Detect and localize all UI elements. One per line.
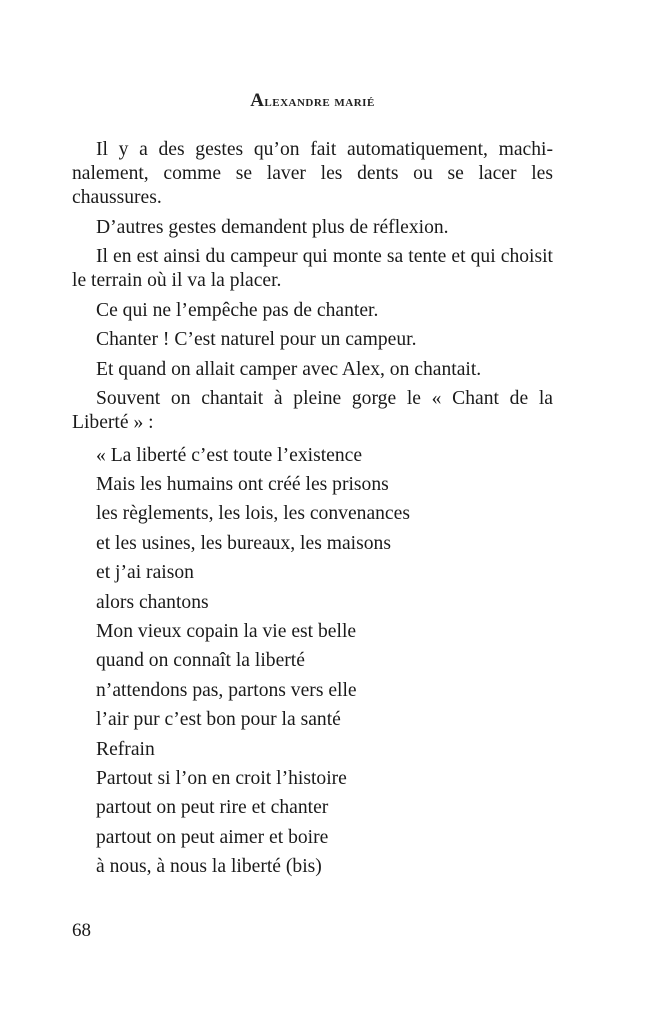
verse-line: et les usines, les bureaux, les maisons [96, 532, 391, 554]
verse-line: à nous, à nous la liberté (bis) [96, 856, 322, 878]
body-text [72, 138, 553, 882]
running-head-rest: lexandre marié [264, 94, 375, 110]
verse-line: et j’ai raison [96, 562, 194, 584]
verse-line: n’attendons pas, partons vers elle [96, 679, 357, 701]
paragraph: Souvent on chantait à pleine gorge le « Chant de la Liberté » : [72, 388, 553, 433]
verse-line: partout on peut rire et chanter [96, 797, 329, 819]
running-head-initial: A [250, 90, 265, 111]
verse-line: les règlements, les lois, les convenances [96, 503, 410, 525]
verse-line: Mon vieux copain la vie est belle [96, 620, 357, 642]
paragraph: D’autres gestes demandent plus de réflexion. [96, 216, 449, 238]
paragraph: Il y a des gestes qu’on fait automatiquement, machinalement, comme se laver les dents ou se lacer les chaussures. [72, 139, 553, 208]
verse-line: « La liberté c’est toute l’existence [96, 444, 363, 466]
paragraph: Et quand on allait camper avec Alex, on chantait. [96, 358, 482, 380]
verse-line: alors chantons [96, 591, 209, 613]
paragraph: Il en est ainsi du campeur qui monte sa tente et qui choisit le terrain où il va la placer. [72, 246, 553, 291]
paragraph: Ce qui ne l’empêche pas de chanter. [96, 299, 379, 321]
verse-line: Partout si l’on en croit l’histoire [96, 767, 347, 789]
song-lyrics [72, 441, 553, 882]
page-number: 68 [72, 920, 91, 941]
verse-line: partout on peut aimer et boire [96, 826, 329, 848]
verse-line: Mais les humains ont créé les prisons [96, 473, 389, 495]
verse-line: l’air pur c’est bon pour la santé [96, 709, 341, 731]
running-head-title [72, 90, 553, 112]
verse-line: quand on connaît la liberté [96, 650, 305, 672]
paragraph: Chanter ! C’est naturel pour un campeur. [96, 329, 417, 350]
verse-refrain-label: Refrain [96, 738, 155, 760]
